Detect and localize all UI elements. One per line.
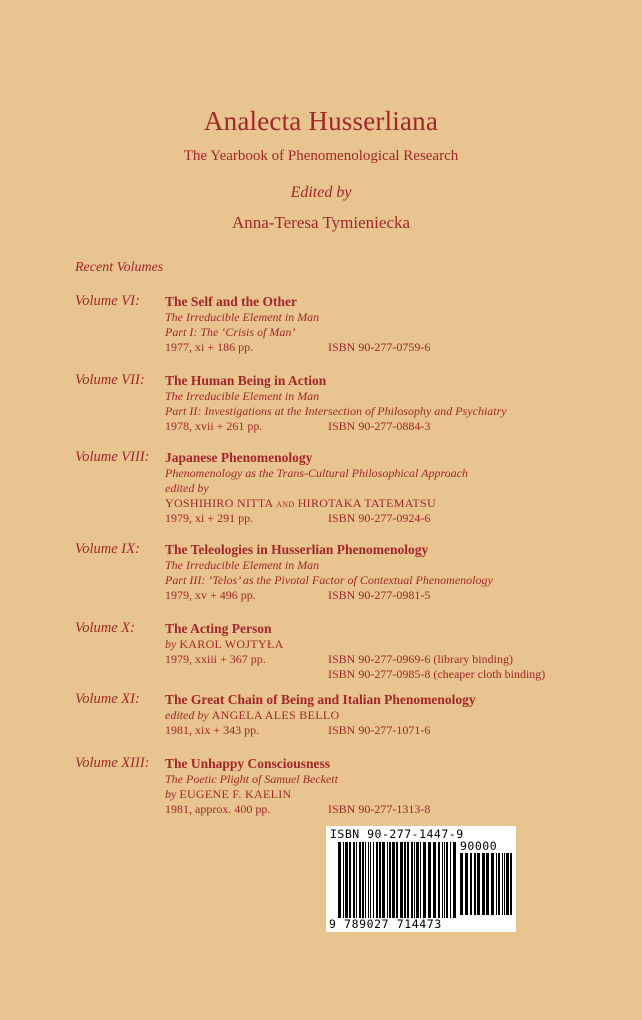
barcode-bar (338, 842, 341, 918)
volume-subtitle: Phenomenology as the Trans-Cultural Philosophical Approach (165, 466, 468, 480)
volume-pages: 1981, approx. 400 pp. (165, 802, 271, 816)
barcode-bar (482, 853, 485, 915)
volume-isbn-alt: ISBN 90-277-0985-8 (cheaper cloth binding) (328, 667, 546, 681)
volume-isbn: ISBN 90-277-0969-6 (library binding) (328, 652, 513, 666)
barcode-bar (396, 842, 398, 918)
barcode-bar (404, 842, 406, 918)
volume-pages: 1977, xi + 186 pp. (165, 340, 254, 354)
barcode-bar (444, 842, 445, 918)
barcode-bar (368, 842, 369, 918)
barcode-bar (373, 842, 374, 918)
volume-number: Volume VIII: (75, 449, 150, 465)
volume-title: The Unhappy Consciousness (165, 756, 331, 771)
volume-number: Volume XI: (75, 691, 140, 707)
barcode-bar (460, 853, 463, 915)
volume-pages: 1978, xvii + 261 pp. (165, 419, 263, 433)
volume-title: The Teleologies in Husserlian Phenomenology (165, 542, 429, 557)
barcode-bar (506, 853, 509, 915)
barcode-bar (423, 842, 426, 918)
barcode-bar (498, 853, 500, 915)
barcode-bar (349, 842, 351, 918)
volume-pages: 1979, xi + 291 pp. (165, 511, 254, 525)
volume-part: Part III: ‘Telos’ as the Pivotal Factor of Contextual Phenomenology (165, 573, 493, 587)
volume-title: The Human Being in Action (165, 373, 327, 388)
barcode-bar (392, 842, 395, 918)
editor-name: Anna-Teresa Tymieniecka (231, 213, 411, 232)
barcode-bar (359, 842, 361, 918)
barcode-bar (345, 842, 348, 918)
barcode-bar (416, 842, 419, 918)
barcode-bar (353, 842, 355, 918)
barcode-bar (382, 842, 385, 918)
volume-isbn: ISBN 90-277-1313-8 (328, 802, 431, 816)
barcode-bar (387, 842, 388, 918)
barcode-isbn-text: ISBN 90-277-1447-9 (330, 827, 464, 841)
volume-by-label: by (165, 787, 177, 801)
volume-by-label: by (165, 637, 177, 651)
barcode-bar (389, 842, 391, 918)
barcode-bar (362, 842, 364, 918)
barcode-bar (379, 842, 381, 918)
barcode-bar (446, 842, 448, 918)
barcode-bar (486, 853, 489, 915)
barcode-label (326, 826, 516, 932)
barcode-price-code: 90000 (460, 839, 498, 853)
recent-volumes-label: Recent Volumes (75, 260, 164, 275)
volume-subtitle: The Irreducible Element in Man (165, 310, 320, 324)
barcode-bar (420, 842, 421, 918)
barcode-bar (470, 853, 472, 915)
volume-subtitle: The Irreducible Element in Man (165, 558, 320, 572)
barcode-bar (407, 842, 409, 918)
volume-part: Part I: The ‘Crisis of Man’ (165, 325, 296, 339)
barcode-ean-number: 9 789027 714473 (329, 917, 442, 931)
barcode-bar (453, 842, 456, 918)
edited-by-label: Edited by (290, 184, 352, 201)
volume-isbn: ISBN 90-277-0981-5 (328, 588, 431, 602)
barcode-bar (370, 842, 371, 918)
barcode-bar (477, 853, 480, 915)
barcode-bar (365, 842, 366, 918)
barcode-bar (356, 842, 357, 918)
series-subtitle: The Yearbook of Phenomenological Research (183, 148, 459, 164)
volume-number: Volume VII: (75, 372, 145, 388)
volume-subtitle: The Irreducible Element in Man (165, 389, 320, 403)
volume-number: Volume X: (75, 620, 135, 636)
volume-isbn: ISBN 90-277-1071-6 (328, 723, 431, 737)
volume-title: The Acting Person (165, 621, 272, 636)
volume-title: Japanese Phenomenology (165, 450, 313, 465)
volume-title: The Great Chain of Being and Italian Phenomenology (165, 692, 476, 707)
barcode-bar (502, 853, 503, 915)
volume-isbn: ISBN 90-277-0924-6 (328, 511, 431, 525)
volume-author: KAROL WOJTYŁA (179, 637, 284, 651)
volume-number: Volume VI: (75, 293, 140, 309)
barcode-bar (433, 842, 436, 918)
volume-pages: 1979, xxiii + 367 pp. (165, 652, 266, 666)
barcode-bars (338, 842, 456, 918)
barcode-bar (428, 842, 431, 918)
volume-author: ANGELA ALES BELLO (211, 708, 340, 722)
barcode-bar (450, 842, 451, 918)
barcode-bar (491, 853, 494, 915)
barcode-bar (465, 853, 468, 915)
barcode-bar (376, 842, 378, 918)
barcode-bar (414, 842, 415, 918)
barcode-bar (510, 853, 512, 915)
volume-number: Volume IX: (75, 541, 140, 557)
volume-edited-by: edited by (165, 481, 209, 495)
series-title: Analecta Husserliana (203, 106, 439, 136)
volume-title: The Self and the Other (165, 294, 298, 309)
barcode-bar (504, 853, 505, 915)
barcode-bar (438, 842, 440, 918)
volume-pages: 1979, xv + 496 pp. (165, 588, 256, 602)
barcode-bar (343, 842, 344, 918)
barcode-bar (474, 853, 476, 915)
barcode-addon-bars (460, 853, 512, 915)
volume-part: Part II: Investigations at the Intersection of Philosophy and Psychiatry (165, 404, 507, 418)
volume-isbn: ISBN 90-277-0884-3 (328, 419, 431, 433)
barcode-bar (442, 842, 443, 918)
volume-subtitle: The Poetic Plight of Samuel Beckett (165, 772, 338, 786)
barcode-bar (411, 842, 413, 918)
volume-author: EUGENE F. KAELIN (179, 787, 292, 801)
volume-isbn: ISBN 90-277-0759-6 (328, 340, 431, 354)
barcode-bar (496, 853, 497, 915)
volume-by-label: edited by (165, 708, 209, 722)
volume-pages: 1981, xix + 343 pp. (165, 723, 260, 737)
volume-number: Volume XIII: (75, 755, 150, 771)
volume-authors: YOSHIHIRO NITTA and HIROTAKA TATEMATSU (165, 496, 436, 510)
barcode-bar (400, 842, 403, 918)
